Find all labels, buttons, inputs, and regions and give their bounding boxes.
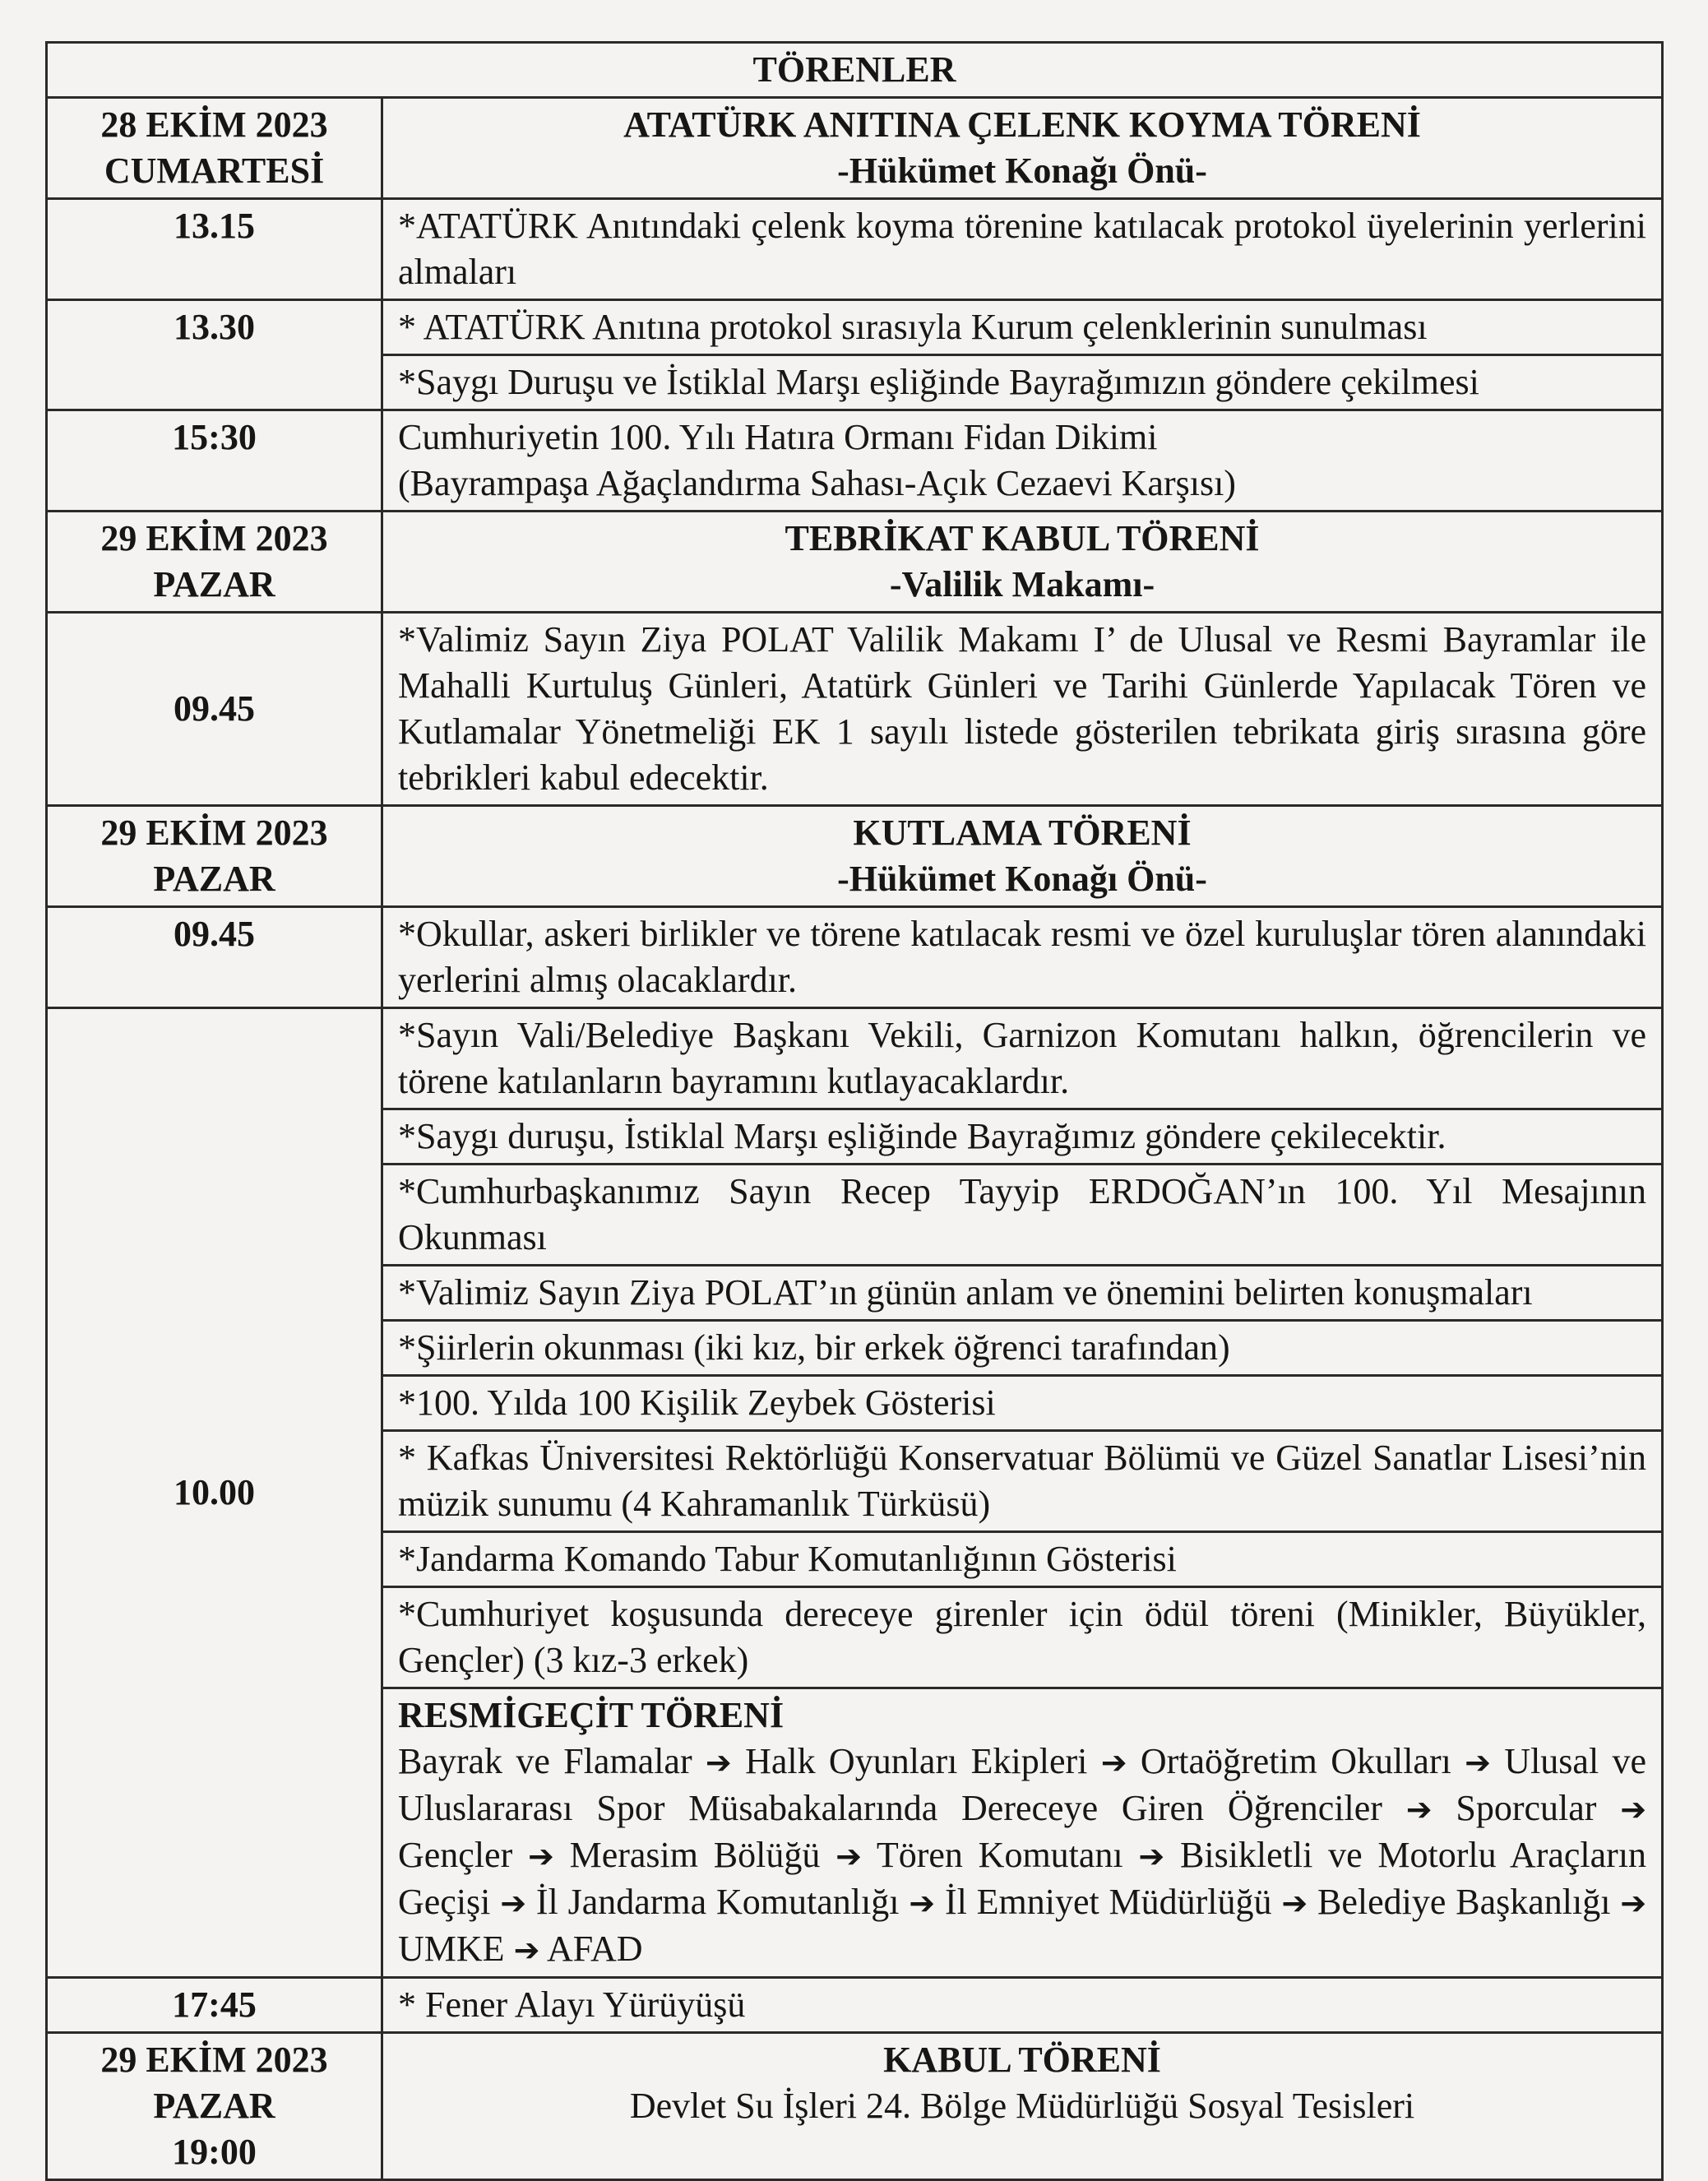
table-header: TÖRENLER bbox=[47, 43, 1663, 98]
section-time: 19:00 bbox=[172, 2132, 257, 2172]
parade-order bbox=[398, 1741, 1646, 1969]
table-row bbox=[47, 199, 1663, 300]
parade-item: Bayrak ve Flamalar bbox=[398, 1741, 692, 1781]
arrow-right-icon: ➔ bbox=[1465, 1744, 1491, 1780]
activity-cell: * ATATÜRK Anıtına protokol sırasıyla Kurum çelenklerinin sunulması bbox=[382, 300, 1663, 355]
activity-cell: *Valimiz Sayın Ziya POLAT’ın günün anlam ve önemini belirten konuşmaları bbox=[382, 1266, 1663, 1321]
section-header-row bbox=[47, 98, 1663, 199]
section-location: -Hükümet Konağı Önü- bbox=[837, 150, 1207, 191]
section-day: PAZAR bbox=[153, 2086, 275, 2126]
table-row bbox=[47, 907, 1663, 1008]
time-cell: 13.15 bbox=[47, 199, 382, 300]
arrow-right-icon: ➔ bbox=[1620, 1885, 1647, 1921]
section-date-cell bbox=[47, 98, 382, 199]
section-date: 28 EKİM 2023 bbox=[100, 104, 328, 145]
activity-line: Cumhuriyetin 100. Yılı Hatıra Ormanı Fidan Dikimi bbox=[398, 417, 1158, 457]
schedule-page bbox=[45, 41, 1661, 2181]
activity-cell: *Cumhuriyet koşusunda dereceye girenler için ödül töreni (Minikler, Büyükler, Gençler) (3 kız-3 erkek) bbox=[382, 1587, 1663, 1688]
table-row bbox=[47, 410, 1663, 512]
time-cell: 15:30 bbox=[47, 410, 382, 512]
arrow-right-icon: ➔ bbox=[528, 1838, 554, 1874]
parade-item: Sporcular bbox=[1456, 1788, 1597, 1828]
arrow-right-icon: ➔ bbox=[705, 1744, 732, 1780]
activity-cell: *Jandarma Komando Tabur Komutanlığının Gösterisi bbox=[382, 1532, 1663, 1587]
arrow-right-icon: ➔ bbox=[1100, 1744, 1127, 1780]
parade-item: Halk Oyunları Ekipleri bbox=[745, 1741, 1088, 1781]
section-title: ATATÜRK ANITINA ÇELENK KOYMA TÖRENİ bbox=[623, 104, 1421, 145]
table-header-row bbox=[47, 43, 1663, 98]
arrow-right-icon: ➔ bbox=[513, 1932, 540, 1968]
section-title-cell bbox=[382, 2033, 1663, 2180]
time-cell: 09.45 bbox=[47, 613, 382, 806]
parade-item: Gençler bbox=[398, 1835, 513, 1875]
parade-cell bbox=[382, 1688, 1663, 1978]
activity-cell: *Valimiz Sayın Ziya POLAT Valilik Makamı I’ de Ulusal ve Resmi Bayramlar ile Mahalli Kurtuluş Günleri, Atatürk Günleri ve Tarihi Günlerde Yapılacak Tören ve Kutlamalar Yönetmeliği EK 1 sayılı listede gösterilen tebrikata giriş sırasına göre tebrikleri kabul edecektir. bbox=[382, 613, 1663, 806]
activity-cell: *Okullar, askeri birlikler ve törene katılacak resmi ve özel kuruluşlar tören alanındaki yerlerini almış olacaklardır. bbox=[382, 907, 1663, 1008]
section-date: 29 EKİM 2023 bbox=[100, 518, 328, 558]
parade-item: Bisikletli ve Motorlu Araçların Geçişi bbox=[398, 1835, 1647, 1922]
section-location: -Hükümet Konağı Önü- bbox=[837, 859, 1207, 899]
arrow-right-icon: ➔ bbox=[835, 1838, 862, 1874]
parade-item: AFAD bbox=[546, 1929, 643, 1969]
arrow-right-icon: ➔ bbox=[1138, 1838, 1165, 1874]
time-cell: 09.45 bbox=[47, 907, 382, 1008]
activity-cell: *ATATÜRK Anıtındaki çelenk koyma törenine katılacak protokol üyelerinin yerlerini almaları bbox=[382, 199, 1663, 300]
parade-item: İl Jandarma Komutanlığı bbox=[535, 1882, 900, 1922]
parade-item: Belediye Başkanlığı bbox=[1317, 1882, 1611, 1922]
section-title: KABUL TÖRENİ bbox=[883, 2040, 1161, 2080]
section-title-cell bbox=[382, 98, 1663, 199]
arrow-right-icon: ➔ bbox=[1281, 1885, 1308, 1921]
parade-item: Ulusal ve Uluslararası Spor Müsabakalarında Dereceye Giren Öğrenciler bbox=[398, 1741, 1647, 1828]
time-cell: 10.00 bbox=[47, 1008, 382, 1978]
arrow-right-icon: ➔ bbox=[909, 1885, 936, 1921]
table-row bbox=[47, 1008, 1663, 1109]
activity-cell: *Şiirlerin okunması (iki kız, bir erkek öğrenci tarafından) bbox=[382, 1321, 1663, 1376]
parade-item: İl Emniyet Müdürlüğü bbox=[944, 1882, 1272, 1922]
activity-cell: *Cumhurbaşkanımız Sayın Recep Tayyip ERDOĞAN’ın 100. Yıl Mesajının Okunması bbox=[382, 1165, 1663, 1266]
parade-item: Ortaöğretim Okulları bbox=[1140, 1741, 1451, 1781]
table-row bbox=[47, 300, 1663, 355]
section-date: 29 EKİM 2023 bbox=[100, 2040, 328, 2080]
time-cell: 13.30 bbox=[47, 300, 382, 410]
section-title-cell bbox=[382, 806, 1663, 907]
parade-item: UMKE bbox=[398, 1929, 505, 1969]
section-title-cell bbox=[382, 512, 1663, 613]
parade-item: Merasim Bölüğü bbox=[569, 1835, 821, 1875]
parade-item: Tören Komutanı bbox=[876, 1835, 1123, 1875]
section-day: PAZAR bbox=[153, 564, 275, 604]
time-cell: 17:45 bbox=[47, 1978, 382, 2033]
activity-line: (Bayrampaşa Ağaçlandırma Sahası-Açık Cezaevi Karşısı) bbox=[398, 463, 1236, 503]
section-header-row bbox=[47, 2033, 1663, 2180]
section-day: PAZAR bbox=[153, 859, 275, 899]
ceremony-schedule-table bbox=[45, 41, 1664, 2181]
arrow-right-icon: ➔ bbox=[1405, 1791, 1433, 1827]
section-title: TEBRİKAT KABUL TÖRENİ bbox=[785, 518, 1260, 558]
table-row bbox=[47, 613, 1663, 806]
activity-cell: *Saygı duruşu, İstiklal Marşı eşliğinde Bayrağımız göndere çekilecektir. bbox=[382, 1109, 1663, 1165]
activity-cell: * Kafkas Üniversitesi Rektörlüğü Konservatuar Bölümü ve Güzel Sanatlar Lisesi’nin müzik sunumu (4 Kahramanlık Türküsü) bbox=[382, 1431, 1663, 1532]
section-day: CUMARTESİ bbox=[104, 150, 325, 191]
activity-cell: * Fener Alayı Yürüyüşü bbox=[382, 1978, 1663, 2033]
activity-cell: *Sayın Vali/Belediye Başkanı Vekili, Garnizon Komutanı halkın, öğrencilerin ve törene katılanların bayramını kutlayacaklardır. bbox=[382, 1008, 1663, 1109]
section-date-cell bbox=[47, 806, 382, 907]
table-row bbox=[47, 1978, 1663, 2033]
activity-cell: *100. Yılda 100 Kişilik Zeybek Gösterisi bbox=[382, 1376, 1663, 1431]
section-header-row bbox=[47, 512, 1663, 613]
parade-title: RESMİGEÇİT TÖRENİ bbox=[398, 1695, 785, 1735]
activity-cell: *Saygı Duruşu ve İstiklal Marşı eşliğinde Bayrağımızın göndere çekilmesi bbox=[382, 355, 1663, 410]
section-date-cell bbox=[47, 512, 382, 613]
section-date: 29 EKİM 2023 bbox=[100, 813, 328, 853]
arrow-right-icon: ➔ bbox=[1620, 1791, 1647, 1827]
arrow-right-icon: ➔ bbox=[500, 1885, 527, 1921]
activity-cell bbox=[382, 410, 1663, 512]
section-header-row bbox=[47, 806, 1663, 907]
section-location: -Valilik Makamı- bbox=[889, 564, 1155, 604]
section-date-cell bbox=[47, 2033, 382, 2180]
section-location: Devlet Su İşleri 24. Bölge Müdürlüğü Sosyal Tesisleri bbox=[629, 2086, 1415, 2126]
section-title: KUTLAMA TÖRENİ bbox=[853, 813, 1192, 853]
